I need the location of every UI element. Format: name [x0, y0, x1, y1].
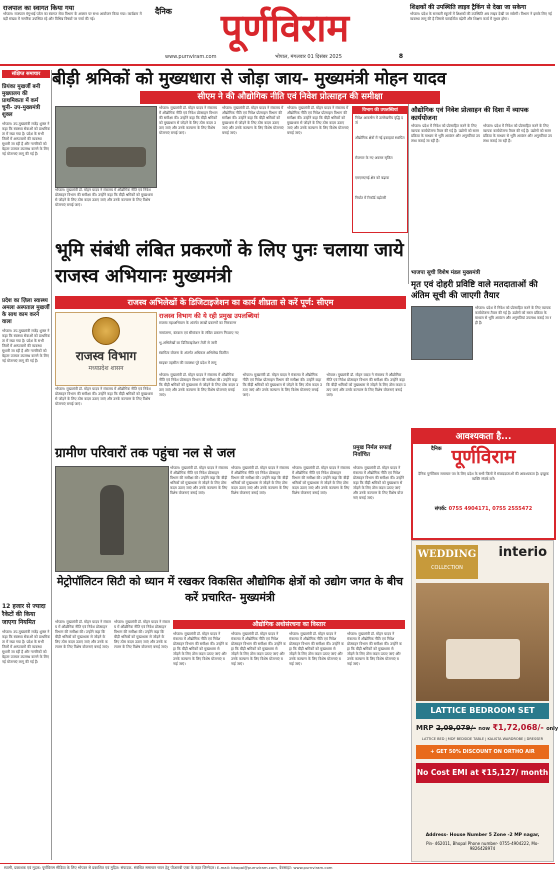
revenue-logo-subtitle: मध्यप्रदेश शासन — [88, 365, 124, 372]
village-story-c4: भोपाल। मुख्यमंत्री डॉ. मोहन यादव ने मंत्रालय में औद्योगिक नीति एवं निवेश प्रोत्साहन विभाग की समीक्षा की। उन्होंने कहा कि बीड़ी श्रमिकों को मुख्यधारा से जोड़ने के लिए ठोस कदम उठाए जाएं और उनके कल्याण के लिए विशेष योजनाएं बनाई जाएं। — [353, 466, 405, 500]
recruitment-contact-label: संपर्क: — [434, 506, 447, 512]
old-price: 2,09,079/- — [435, 724, 476, 732]
photo-table — [66, 147, 146, 167]
right-headline-1: औद्योगिक एवं निवेश प्रोत्साहन की दिशा में व्यापक कार्ययोजना — [411, 106, 529, 122]
right-headline-2: भाजपा सूची विशेष मंडल मुख्यमंत्री — [411, 270, 481, 276]
meeting-story-c2: भोपाल। मुख्यमंत्री डॉ. मोहन यादव ने मंत्रालय में औद्योगिक नीति एवं निवेश प्रोत्साहन विभाग की समीक्षा की। उन्होंने कहा कि बीड़ी श्रमिकों को मुख्यधारा से जोड़ने के लिए ठोस कदम उठाए जाएं और उनके कल्याण के लिए विशेष योजनाएं बनाई जाएं। — [159, 106, 218, 135]
revenue-item-2: नामांतरण, बंटवारा एवं सीमांकन के लंबित प्रकरण निपटाए गए — [159, 331, 239, 335]
offer-banner: + GET 50% DISCOUNT ON ORTHO AIR — [416, 745, 549, 759]
emblem-icon — [92, 317, 120, 345]
left-body-1: भोपाल। उप-मुख्यमंत्री राजेंद्र शुक्ल ने कहा कि स्वास्थ्य सेवाओं को प्राथमिकता में रखा गया है। प्रदेश के सभी जिलों में अस्पतालों की व्यवस्था सुधारी जा रही है और नागरिकों को बेहतर उपचार उपलब्ध कराने के लिए नई योजनाएं लागू की गई हैं। — [2, 122, 50, 156]
masthead — [145, 2, 407, 66]
price-row — [416, 723, 558, 732]
right-divider — [408, 104, 409, 284]
left-body-2: भोपाल। उप-मुख्यमंत्री राजेंद्र शुक्ल ने कहा कि स्वास्थ्य सेवाओं को प्राथमिकता में रखा गया है। प्रदेश के सभी जिलों में अस्पतालों की व्यवस्था सुधारी जा रही है और नागरिकों को बेहतर उपचार उपलब्ध कराने के लिए नई योजनाएं लागू की गई हैं। — [2, 329, 50, 363]
meeting-story-c3: भोपाल। मुख्यमंत्री डॉ. मोहन यादव ने मंत्रालय में औद्योगिक नीति एवं निवेश प्रोत्साहन विभाग की समीक्षा की। उन्होंने कहा कि बीड़ी श्रमिकों को मुख्यधारा से जोड़ने के लिए ठोस कदम उठाए जाएं और उनके कल्याण के लिए विशेष योजनाएं बनाई जाएं। — [222, 106, 284, 135]
second-subhead: राजस्व अभिलेखों के डिजिटाइजेशन का कार्य शीघ्रता से करें पूर्ण: सीएम — [55, 296, 406, 309]
masthead-website: www.purnviram.com — [165, 54, 217, 60]
metro-story-c2: भोपाल। मुख्यमंत्री डॉ. मोहन यादव ने मंत्रालय में औद्योगिक नीति एवं निवेश प्रोत्साहन विभाग की समीक्षा की। उन्होंने कहा कि बीड़ी श्रमिकों को मुख्यधारा से जोड़ने के लिए ठोस कदम उठाए जाएं और उनके कल्याण के लिए विशेष योजनाएं बनाई जाएं। — [114, 620, 170, 649]
now-label: now — [478, 726, 491, 732]
achievement-item-4: एमएसएमई क्षेत्र को बढ़ावा — [355, 176, 390, 180]
store-address: Address- House Number 5 Zone -2 MP nagar, — [425, 833, 540, 838]
recruitment-body: दैनिक पूर्णविराम समाचार पत्र के लिए प्रदेश के सभी जिलों में संवाददाताओं की आवश्यकता है। इच्छुक व्यक्ति संपर्क करें। — [418, 472, 549, 481]
metro-story-c1: भोपाल। मुख्यमंत्री डॉ. मोहन यादव ने मंत्रालय में औद्योगिक नीति एवं निवेश प्रोत्साहन विभाग की समीक्षा की। उन्होंने कहा कि बीड़ी श्रमिकों को मुख्यधारा से जोड़ने के लिए ठोस कदम उठाए जाएं और उनके कल्याण के लिए विशेष योजनाएं बनाई जाएं। — [55, 620, 111, 649]
industrial-text-columns — [173, 632, 405, 858]
store-pin-phone: Pin- 462011, Bhopal Phone number- 0755-4904222, Mo- 9826428974 — [426, 841, 539, 851]
wedding-title: WEDDING — [417, 549, 477, 560]
wedding-subtitle: COLLECTION — [431, 565, 463, 571]
industrial-body-3: भोपाल। मुख्यमंत्री डॉ. मोहन यादव ने मंत्रालय में औद्योगिक नीति एवं निवेश प्रोत्साहन विभाग की समीक्षा की। उन्होंने कहा कि बीड़ी श्रमिकों को मुख्यधारा से जोड़ने के लिए ठोस कदम उठाए जाएं और उनके कल्याण के लिए विशेष योजनाएं बनाई जाएं। — [289, 632, 344, 666]
photo-figure — [100, 485, 124, 555]
mrp-label: MRP — [416, 724, 434, 732]
voter-photo — [411, 306, 473, 360]
revenue-body-3: भोपाल। मुख्यमंत्री डॉ. मोहन यादव ने मंत्रालय में औद्योगिक नीति एवं निवेश प्रोत्साहन विभाग की समीक्षा की। उन्होंने कहा कि बीड़ी श्रमिकों को मुख्यधारा से जोड़ने के लिए ठोस कदम उठाए जाएं और उनके कल्याण के लिए विशेष योजनाएं बनाई जाएं। — [326, 373, 406, 397]
left-column — [2, 70, 50, 860]
main-subhead: सीएम ने की औद्योगिक नीति एवं निवेश प्रोत्साहन की समीक्षा — [140, 91, 440, 104]
main-headline: बीड़ी श्रमिकों को मुख्यधारा से जोड़ा जाय- मुख्यमंत्री मोहन यादव — [52, 69, 447, 89]
village-photo — [55, 466, 169, 572]
masthead-rule — [0, 64, 555, 66]
top-left-story — [3, 4, 143, 50]
revenue-item-1: राजस्व महाअभियान के अंतर्गत लाखों प्रकरणों का निराकरण — [159, 321, 237, 325]
recruitment-daily: दैनिक — [431, 446, 442, 452]
top-right-body: भोपाल। प्रदेश के सरकारी स्कूलों में शिक्षकों की उपस्थिति अब लाइव देखी जा सकेगी। विभाग ने इसके लिए नई व्यवस्था लागू की है जिससे पारदर्शिता बढ़ेगी और शिक्षण कार्य में सुधार होगा। — [410, 11, 552, 21]
right-headline-3: मृत एवं दोहरी प्रविष्टि वाले मतदाताओं की अंतिम सूची की जाएगी तैयार — [411, 280, 538, 301]
industrial-subhead: औद्योगिक अधोसंरचना का विस्तार — [173, 620, 405, 629]
bed-shape — [446, 639, 520, 679]
village-side-headline: प्रमुख निर्मल सफाई निर्वाचित — [353, 445, 392, 458]
achievement-item-5: निर्यात में रिकॉर्ड बढ़ोतरी — [355, 196, 387, 200]
achievement-box — [352, 106, 408, 233]
top-right-story — [410, 4, 552, 50]
right-body-1: भोपाल। प्रदेश में निवेश को प्रोत्साहित करने के लिए व्यापक कार्ययोजना तैयार की गई है। उद्योगों को सरल प्रक्रिया के माध्यम से भूमि आवंटन और अनुमतियां उपलब्ध कराई जा रही हैं। — [411, 124, 480, 143]
revenue-story-left: भोपाल। मुख्यमंत्री डॉ. मोहन यादव ने मंत्रालय में औद्योगिक नीति एवं निवेश प्रोत्साहन विभाग की समीक्षा की। उन्होंने कहा कि बीड़ी श्रमिकों को मुख्यधारा से जोड़ने के लिए ठोस कदम उठाए जाएं और उनके कल्याण के लिए विशेष योजनाएं बनाई जाएं। — [55, 387, 153, 406]
industrial-body-4: भोपाल। मुख्यमंत्री डॉ. मोहन यादव ने मंत्रालय में औद्योगिक नीति एवं निवेश प्रोत्साहन विभाग की समीक्षा की। उन्होंने कहा कि बीड़ी श्रमिकों को मुख्यधारा से जोड़ने के लिए ठोस कदम उठाए जाएं और उनके कल्याण के लिए विशेष योजनाएं बनाई जाएं। — [347, 632, 402, 666]
meeting-photo — [55, 106, 157, 188]
top-left-headline: राजपाल का स्वागत किया गया — [3, 4, 75, 12]
right-mid — [411, 270, 553, 360]
industrial-body-1: भोपाल। मुख्यमंत्री डॉ. मोहन यादव ने मंत्रालय में औद्योगिक नीति एवं निवेश प्रोत्साहन विभाग की समीक्षा की। उन्होंने कहा कि बीड़ी श्रमिकों को मुख्यधारा से जोड़ने के लिए ठोस कदम उठाए जाएं और उनके कल्याण के लिए विशेष योजनाएं बनाई जाएं। — [173, 632, 228, 666]
recruitment-ad — [411, 428, 556, 540]
new-price: ₹1,72,068/- — [492, 723, 544, 732]
wedding-badge — [416, 545, 478, 579]
revenue-item-3: भू-अभिलेखों का डिजिटाइजेशन तेजी से जारी — [159, 341, 217, 345]
right-text-columns — [411, 124, 553, 244]
masthead-title: पूर्णविराम — [220, 5, 350, 50]
left-headline-2: प्रदेश का ज़िला स्वास्थ्य अमला अस्पताल मुखर्जी के साथ काम करने वाला — [2, 298, 50, 325]
village-story-c2: भोपाल। मुख्यमंत्री डॉ. मोहन यादव ने मंत्रालय में औद्योगिक नीति एवं निवेश प्रोत्साहन विभाग की समीक्षा की। उन्होंने कहा कि बीड़ी श्रमिकों को मुख्यधारा से जोड़ने के लिए ठोस कदम उठाए जाएं और उनके कल्याण के लिए विशेष योजनाएं बनाई जाएं। — [231, 466, 289, 495]
revenue-item-5: साइबर तहसील की व्यवस्था पूरे प्रदेश में लागू — [159, 361, 217, 365]
section-label: संक्षिप्त समाचार — [2, 70, 50, 78]
top-left-body: भोपाल। राजपाल मंगुभाई पटेल का स्वागत सेवा विभाग के अवसर पर सभा आयोजन किया गया। कार्यक्रम में बड़ी संख्या में नागरिक उपस्थित रहे और विभिन्न विषयों पर चर्चा की गई। — [3, 12, 142, 21]
left-headline-3: 12 हजार से ज्यादा रैकेटों की किया जाएगा नियमित — [2, 603, 46, 626]
product-name: LATTICE BEDROOM SET — [416, 703, 549, 719]
top-right-headline: शिक्षकों की उपस्थिति लाइव ट्रैकिंग से देखा जा सकेगा — [410, 4, 527, 11]
interio-ad — [411, 540, 558, 862]
footer-rule — [0, 863, 555, 864]
achievement-item-3: रोजगार के नए अवसर सृजित — [355, 156, 393, 160]
page-number: 8 — [398, 53, 403, 60]
emi-banner: No Cost EMI at ₹15,127/ month — [416, 763, 549, 783]
second-headline: भूमि संबंधी लंबित प्रकरणों के लिए पुनः चलाया जाये राजस्व अभियानः मुख्यमंत्री — [55, 240, 404, 287]
achievement-title: विभाग की उपलब्धियां — [353, 107, 407, 114]
voter-story: भोपाल। प्रदेश में निवेश को प्रोत्साहित करने के लिए व्यापक कार्ययोजना तैयार की गई है। उद्योगों को सरल प्रक्रिया के माध्यम से भूमि आवंटन और अनुमतियां उपलब्ध कराई जा रही हैं। — [475, 306, 552, 325]
revenue-item-4: स्वामित्व योजना के अंतर्गत अधिकार अभिलेख वितरित — [159, 351, 229, 355]
metro-headline: मेट्रोपॉलिटन सिटी को ध्यान में रखकर विकसित औद्योगिक क्षेत्रों को उद्योग जगत के बीच करें प्रचारित- मुख्यमंत्री — [56, 575, 404, 604]
interio-brand: interio — [498, 545, 547, 560]
left-headline-1: प्रियंका मुखर्जी बनी मुख्यालय की प्राथमिकता में कर्म चुनी- उप-मुख्यमंत्री शुक्ल — [2, 84, 41, 118]
masthead-dateline: भोपाल, मंगलवार 01 दिसंबर 2025 — [275, 54, 342, 60]
achievement-item-1: निवेश आकर्षण में उल्लेखनीय वृद्धि दर्ज — [355, 116, 404, 125]
village-story-c3: भोपाल। मुख्यमंत्री डॉ. मोहन यादव ने मंत्रालय में औद्योगिक नीति एवं निवेश प्रोत्साहन विभाग की समीक्षा की। उन्होंने कहा कि बीड़ी श्रमिकों को मुख्यधारा से जोड़ने के लिए ठोस कदम उठाए जाएं और उनके कल्याण के लिए विशेष योजनाएं बनाई जाएं। — [292, 466, 350, 495]
recruitment-contact — [413, 506, 554, 513]
village-story-c1: भोपाल। मुख्यमंत्री डॉ. मोहन यादव ने मंत्रालय में औद्योगिक नीति एवं निवेश प्रोत्साहन विभाग की समीक्षा की। उन्होंने कहा कि बीड़ी श्रमिकों को मुख्यधारा से जोड़ने के लिए ठोस कदम उठाए जाएं और उनके कल्याण के लिए विशेष योजनाएं बनाई जाएं। — [170, 466, 228, 495]
revenue-body-1: भोपाल। मुख्यमंत्री डॉ. मोहन यादव ने मंत्रालय में औद्योगिक नीति एवं निवेश प्रोत्साहन विभाग की समीक्षा की। उन्होंने कहा कि बीड़ी श्रमिकों को मुख्यधारा से जोड़ने के लिए ठोस कदम उठाए जाएं और उनके कल्याण के लिए विशेष योजनाएं बनाई जाएं। — [159, 373, 239, 397]
price-only: only — [546, 726, 558, 732]
revenue-logo-title: राजस्व विभाग — [75, 349, 137, 363]
left-body-3: भोपाल। उप-मुख्यमंत्री राजेंद्र शुक्ल ने कहा कि स्वास्थ्य सेवाओं को प्राथमिकता में रखा गया है। प्रदेश के सभी जिलों में अस्पतालों की व्यवस्था सुधारी जा रही है और नागरिकों को बेहतर उपचार उपलब्ध कराने के लिए नई योजनाएं लागू की गई हैं। — [2, 630, 50, 664]
footer-imprint: स्वामी, प्रकाशक एवं मुद्रक: पूर्णविराम मीडिया के लिए भोपाल से प्रकाशित एवं मुद्रित। संपादक- संबंधित समाचार चयन हेतु पीआरबी एक्ट के तहत जिम्मेदार। E-mail: bhopal@purnviram.com, वेबसाइट: www.purnviram.com — [4, 865, 333, 870]
right-body-2: भोपाल। प्रदेश में निवेश को प्रोत्साहित करने के लिए व्यापक कार्ययोजना तैयार की गई है। उद्योगों को सरल प्रक्रिया के माध्यम से भूमि आवंटन और अनुमतियां उपलब्ध कराई जा रही हैं। — [483, 124, 552, 143]
meeting-story-left: भोपाल। मुख्यमंत्री डॉ. मोहन यादव ने मंत्रालय में औद्योगिक नीति एवं निवेश प्रोत्साहन विभाग की समीक्षा की। उन्होंने कहा कि बीड़ी श्रमिकों को मुख्यधारा से जोड़ने के लिए ठोस कदम उठाए जाएं और उनके कल्याण के लिए विशेष योजनाएं बनाई जाएं। — [55, 188, 153, 207]
recruitment-brand: पूर्णविराम — [451, 446, 516, 468]
revenue-body-2: भोपाल। मुख्यमंत्री डॉ. मोहन यादव ने मंत्रालय में औद्योगिक नीति एवं निवेश प्रोत्साहन विभाग की समीक्षा की। उन्होंने कहा कि बीड़ी श्रमिकों को मुख्यधारा से जोड़ने के लिए ठोस कदम उठाए जाएं और उनके कल्याण के लिए विशेष योजनाएं बनाई जाएं। — [242, 373, 322, 397]
right-column — [411, 106, 553, 244]
revenue-achievement-box — [159, 312, 406, 442]
left-divider — [51, 70, 52, 860]
product-features: LATTICE BED | MDF BEDSIDE TABLE | KALISTA WARDROBE | DRESSER — [421, 737, 544, 741]
industrial-body-2: भोपाल। मुख्यमंत्री डॉ. मोहन यादव ने मंत्रालय में औद्योगिक नीति एवं निवेश प्रोत्साहन विभाग की समीक्षा की। उन्होंने कहा कि बीड़ी श्रमिकों को मुख्यधारा से जोड़ने के लिए ठोस कदम उठाए जाएं और उनके कल्याण के लिए विशेष योजनाएं बनाई जाएं। — [231, 632, 286, 666]
bedroom-photo — [416, 583, 549, 701]
recruitment-phone: 0755 4904171, 0755 2555472 — [448, 506, 533, 512]
revenue-text-columns — [159, 373, 406, 437]
achievement-item-2: औद्योगिक क्षेत्रों में नई इकाइयां स्थापित — [355, 136, 405, 140]
meeting-story-c4: भोपाल। मुख्यमंत्री डॉ. मोहन यादव ने मंत्रालय में औद्योगिक नीति एवं निवेश प्रोत्साहन विभाग की समीक्षा की। उन्होंने कहा कि बीड़ी श्रमिकों को मुख्यधारा से जोड़ने के लिए ठोस कदम उठाए जाएं और उनके कल्याण के लिए विशेष योजनाएं बनाई जाएं। — [287, 106, 349, 135]
industrial-band — [173, 620, 405, 858]
revenue-logo-box — [55, 312, 157, 386]
revenue-box-title: राजस्व विभाग की ये रही प्रमुख उपलब्धियां — [159, 312, 260, 320]
recruitment-brand-row — [413, 444, 554, 470]
recruitment-title: आवश्यकता है... — [413, 430, 554, 444]
village-headline: ग्रामीण परिवारों तक पहुंचा नल से जल — [55, 446, 236, 461]
masthead-daily: दैनिक — [155, 7, 172, 16]
